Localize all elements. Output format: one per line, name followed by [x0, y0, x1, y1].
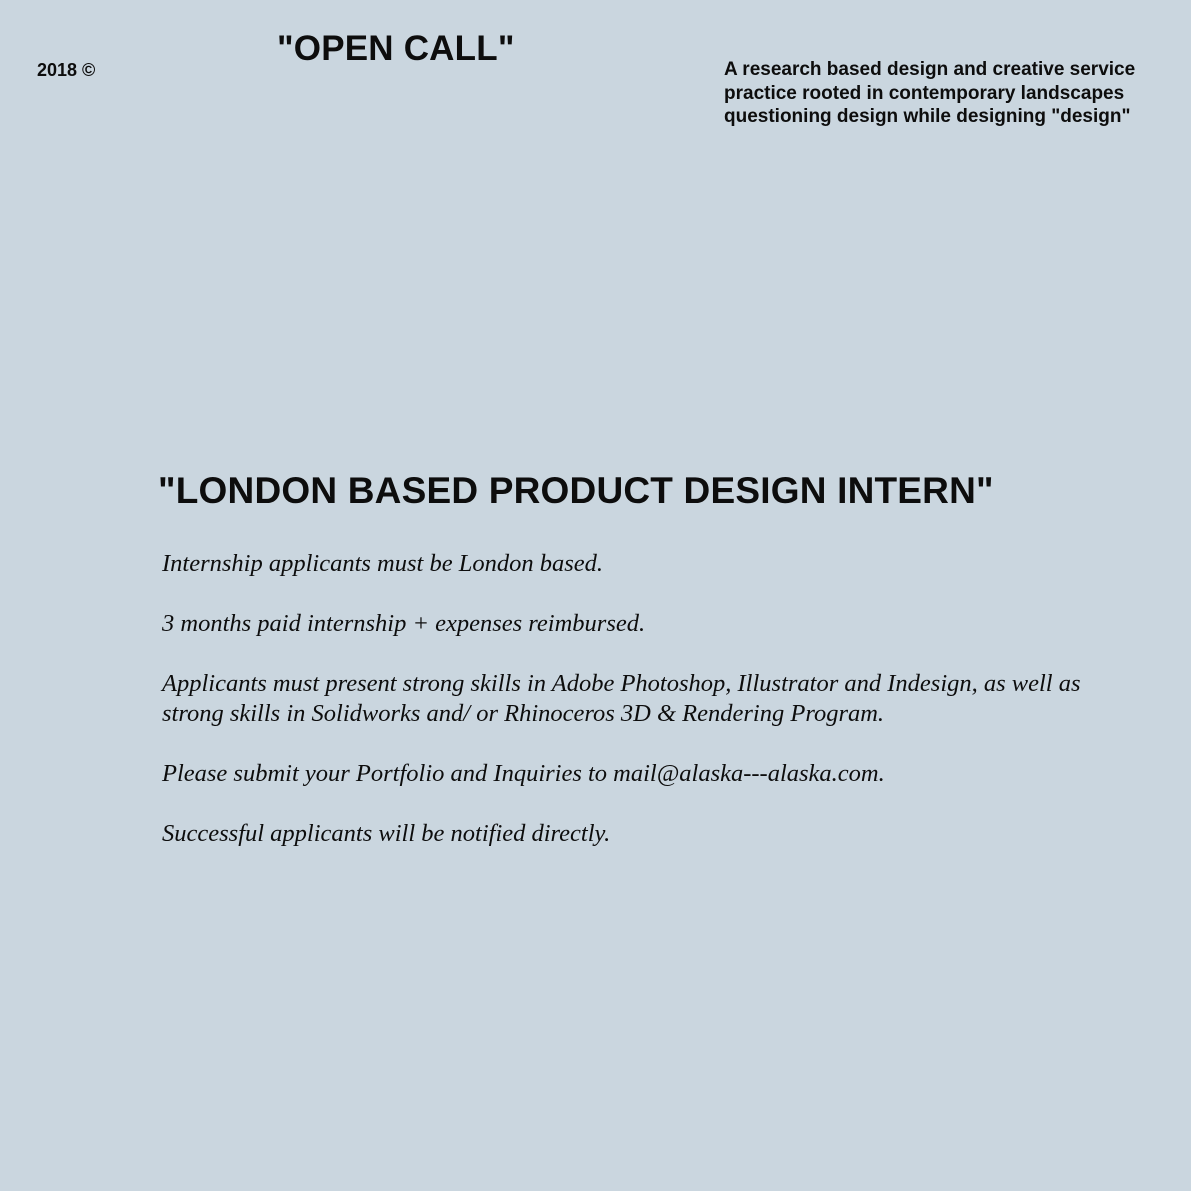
- tagline: [724, 58, 1174, 129]
- paragraph-line: Internship applicants must be London based.: [162, 550, 603, 577]
- requirement-duration: [162, 609, 1122, 639]
- page-title: "OPEN CALL": [277, 29, 515, 68]
- posting-body: [162, 549, 1122, 879]
- submission-instructions: [162, 759, 1122, 789]
- paragraph-line: 3 months paid internship + expenses reimbursed.: [162, 610, 646, 637]
- requirement-skills: [162, 669, 1122, 729]
- paragraph-line: strong skills in Solidworks and/ or Rhinoceros 3D & Rendering Program.: [162, 700, 885, 727]
- copyright-year: 2018 ©: [37, 60, 96, 80]
- tagline-line: A research based design and creative service: [724, 59, 1136, 80]
- tagline-line: practice rooted in contemporary landscapes: [724, 82, 1125, 104]
- job-title: "LONDON BASED PRODUCT DESIGN INTERN": [158, 470, 994, 511]
- paragraph-line: Applicants must present strong skills in Adobe Photoshop, Illustrator and Indesign, as well as: [162, 670, 1081, 697]
- notification-note: [162, 819, 1122, 849]
- tagline-line: questioning design while designing "design": [724, 106, 1131, 127]
- paragraph-line: Please submit your Portfolio and Inquiries to mail@alaska---alaska.com.: [162, 760, 885, 787]
- requirement-location: [162, 549, 1122, 579]
- paragraph-line: Successful applicants will be notified directly.: [162, 820, 611, 847]
